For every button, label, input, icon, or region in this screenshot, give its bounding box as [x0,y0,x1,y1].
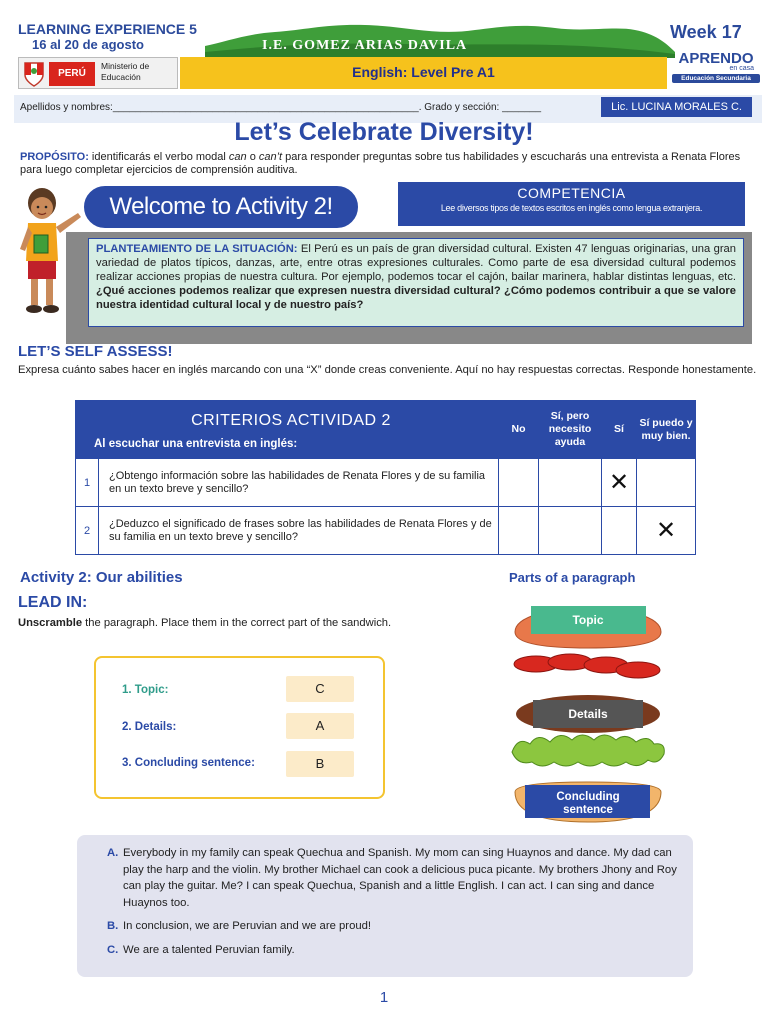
purpose-can: can [228,151,247,163]
self-assess-text: Expresa cuánto sabes hacer en inglés marcando con una “X” donde creas conveniente. Aquí no hay respuestas correctas. Responde honestamente. [18,364,757,376]
date-range: 16 al 20 de agosto [32,37,144,52]
competencia-title: COMPETENCIA [517,185,626,201]
col-si-ayuda: Sí, pero necesito ayuda [539,401,602,459]
scrambled-paragraph-box [77,835,693,977]
concluding-label-line2: sentence [563,804,613,816]
answer-box [94,656,385,799]
table-row [76,459,696,507]
list-item [107,918,679,935]
ministry-logo [18,57,178,89]
concluding-label-line1: Concluding [556,791,620,803]
aprendo-logo [672,50,760,94]
row-number: 1 [76,459,99,507]
instruction-bold: Unscramble [18,617,83,629]
criteria-header [76,401,499,459]
col-si: Sí [602,401,637,459]
purpose-paragraph [20,151,755,177]
item-letter: B. [107,920,119,932]
tomato-slice [616,662,660,678]
aprendo-sub: en casa [729,65,754,72]
answer-field-details[interactable]: A [286,713,354,739]
paragraph-sandwich-diagram [508,592,668,832]
details-label: Details [568,707,608,721]
situation-question: ¿Qué acciones podemos realizar que expresen nuestra diversidad cultural? ¿Cómo podemos contribuir a que se valore nuestra identidad cultural local y de nuestro país? [96,285,736,311]
answer-label-topic: 1. Topic: [122,684,169,696]
checkbox-si-muy-bien[interactable]: ✕ [637,507,696,555]
learning-experience: LEARNING EXPERIENCE 5 [18,21,197,37]
aprendo-brand: APRENDO [678,50,754,67]
week-label: Week 17 [670,22,742,42]
peru-tag: PERÚ [49,62,95,86]
activity-title: Activity 2: Our abilities [20,569,183,586]
item-text: Everybody in my family can speak Quechua and Spanish. My mom can sing Huaynos and dance. My dad can play the harp and the violin. My brother Michael can cook a delicious puca picante. My brothers Jhony and Roy can play the guitar. Me? I can speak Quechua, Spanish and a little English. I can act. I can sing and dance Huaynos too. [123,847,677,909]
page-number: 1 [379,989,389,1006]
purpose-text-b: o [246,151,259,163]
situation-box [88,238,744,327]
checkbox-no[interactable] [499,459,539,507]
page-title: Let’s Celebrate Diversity! [234,118,534,146]
criteria-table [75,400,696,555]
answer-label-concluding: 3. Concluding sentence: [122,757,255,769]
item-text: We are a talented Peruvian family. [123,943,295,956]
situation-label: PLANTEAMIENTO DE LA SITUACIÓN: [96,243,298,255]
checkbox-si-ayuda[interactable] [539,459,602,507]
parts-title: Parts of a paragraph [509,570,636,585]
answer-field-topic[interactable]: C [286,676,354,702]
checkbox-no[interactable] [499,507,539,555]
purpose-text-c: para responder preguntas sobre tus habilidades y escucharás una entrevista a Renata Flores para luego completar ejercicios de comprensión auditiva. [20,151,741,176]
purpose-cant: can’t [258,151,283,163]
item-letter: C. [107,943,119,956]
aprendo-band: Educación Secundaria [672,74,760,83]
answer-label-details: 2. Details: [122,721,177,733]
item-letter: A. [107,847,119,859]
instruction-rest: the paragraph. Place them in the correct part of the sandwich. [82,617,392,629]
col-no: No [499,401,539,459]
situation-text: El Perú es un país de gran diversidad cultural. Existen 47 lenguas originarias, una gran variedad de platos típicos, danzas, arte, entre otras expresiones culturales. Como parte de esa diversidad cultural podemos realizar acciones propias de nuestra cultura. Por ejemplo, podemos tocar el cajón, bailar marinera, hablar distintas lenguas, etc. [96,243,736,283]
item-text: In conclusion, we are Peruvian and we are proud! [123,920,372,932]
checkbox-si[interactable] [602,507,637,555]
coat-of-arms-icon [23,61,45,87]
checkbox-si[interactable]: ✕ [602,459,637,507]
lead-in-title: LEAD IN: [18,594,88,611]
welcome-banner [84,186,358,228]
row-number: 2 [76,507,99,555]
topic-label: Topic [572,613,604,627]
welcome-text: Welcome to Activity 2! [109,193,333,220]
competencia-text: Lee diversos tipos de textos escritos en inglés como lengua extranjera. [440,203,703,213]
lettuce [512,735,664,766]
checkbox-si-muy-bien[interactable] [637,459,696,507]
list-item [107,942,679,959]
checkbox-si-ayuda[interactable] [539,507,602,555]
student-name-field[interactable]: Apellidos y nombres:_______________________________________________________. Grado y sección: _______ [20,102,542,113]
self-assess-title: LET’S SELF ASSESS! [18,343,173,360]
purpose-label: PROPÓSITO: [20,151,89,163]
level-bar [180,57,667,89]
unscramble-instruction [18,617,391,629]
criteria-title: CRITERIOS ACTIVIDAD 2 [191,411,391,429]
criteria-subtitle: Al escuchar una entrevista en inglés: [94,437,298,450]
table-row [76,507,696,555]
list-item [107,845,679,911]
answer-field-concluding[interactable]: B [286,751,354,777]
teacher-badge: Lic. LUCINA MORALES C. [601,97,752,117]
col-si-muy-bien: Sí puedo y muy bien. [637,401,696,459]
ministry-name: Ministerio de Educación [101,61,150,82]
school-name: I.E. GOMEZ ARIAS DAVILA [262,38,468,53]
row-criterion: ¿Obtengo información sobre las habilidades de Renata Flores y de su familia en un texto breve y sencillo? [99,459,499,507]
row-criterion: ¿Deduzco el significado de frases sobre las habilidades de Renata Flores y de su familia en un texto breve y sencillo? [99,507,499,555]
level-title: English: Level Pre A1 [352,64,495,80]
competencia-box [398,182,745,226]
purpose-text-a: identificarás el verbo modal [88,151,229,163]
